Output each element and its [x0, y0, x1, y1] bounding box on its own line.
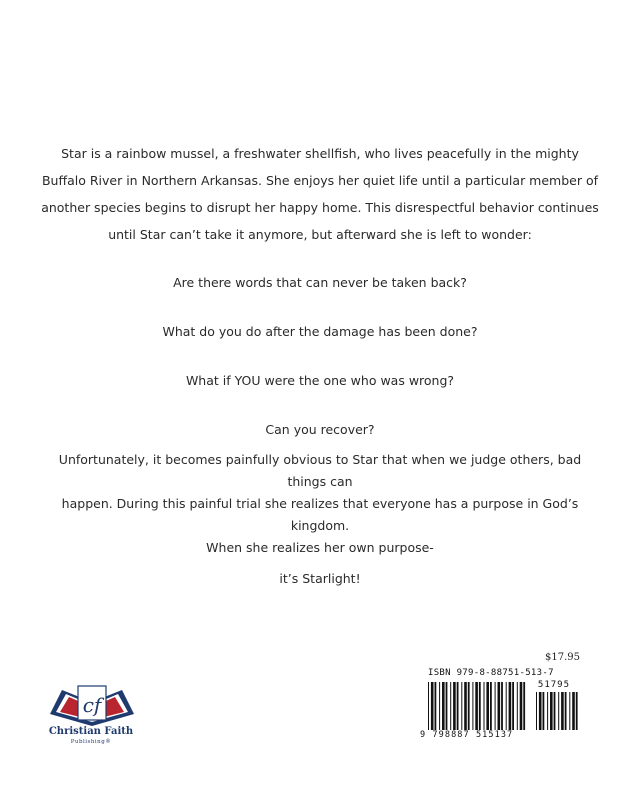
barcode-ean-digits: 9 798887 515137 — [420, 730, 514, 740]
question-4: Can you recover? — [265, 422, 375, 437]
publisher-monogram: cf — [82, 693, 102, 717]
back-cover-blurb — [40, 140, 600, 592]
ending-line-1: Unfortunately, it becomes painfully obvious to Star that when we judge others, bad things can — [58, 452, 582, 489]
publisher-name: Christian Faith — [48, 726, 134, 737]
question-2: What do you do after the damage has been done? — [162, 324, 478, 339]
publisher-subname: Publishing® — [70, 739, 112, 745]
closing-line: it’s Starlight! — [279, 571, 361, 586]
question-1: Are there words that can never be taken back? — [173, 275, 467, 290]
isbn-text: ISBN 979-8-88751-513-7 — [428, 668, 554, 678]
price-label: $17.95 — [545, 652, 580, 663]
barcode-addon-digits: 51795 — [537, 680, 570, 690]
isbn-barcode — [418, 648, 590, 740]
blurb-paragraph-intro: Star is a rainbow mussel, a freshwater shellfish, who lives peacefully in the mighty Buffalo River in Northern Arkansas. She enjoys her quiet life until a particular member of another species begins to disrupt her happy home. This disrespectful behavior continues until Star can’t take it anymore, but afterward she is left to wonder: — [41, 146, 599, 242]
ending-line-2: happen. During this painful trial she realizes that everyone has a purpose in God’s kingdom. — [61, 496, 579, 533]
blurb-paragraph-ending — [40, 449, 600, 559]
ending-line-3: When she realizes her own purpose- — [206, 540, 434, 555]
question-3: What if YOU were the one who was wrong? — [185, 373, 455, 388]
